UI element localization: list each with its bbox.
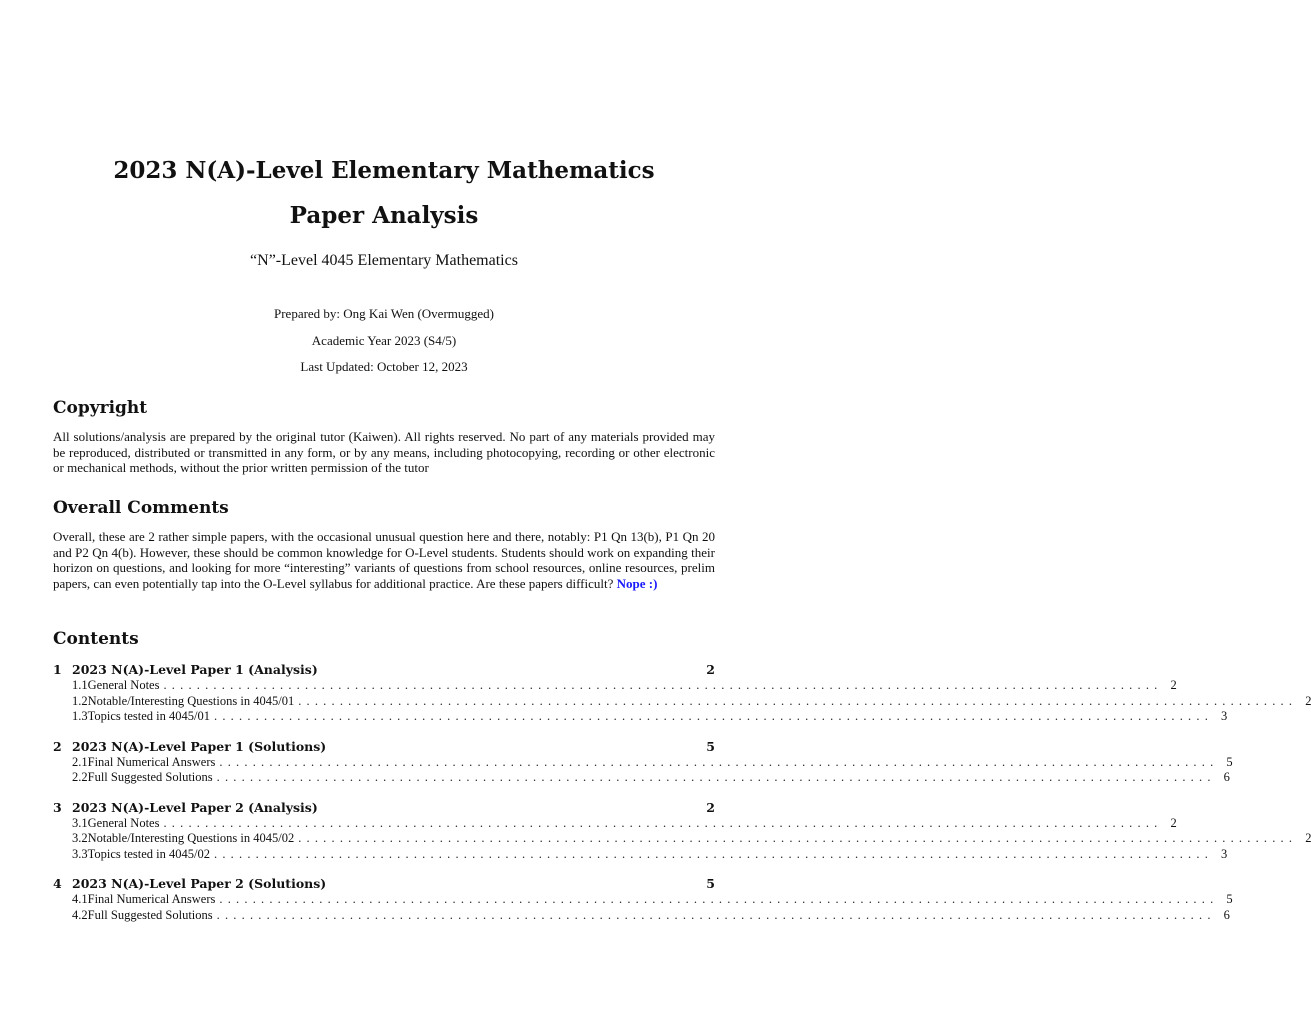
toc-subsection-page: 2 [1170, 815, 1177, 830]
toc-section-entry[interactable] [53, 799, 715, 816]
toc-subsection-page: 6 [1223, 770, 1230, 784]
toc-subsection-number: 4.2 [72, 907, 88, 922]
document-subtitle: “N”-Level 4045 Elementary Mathematics [250, 252, 518, 269]
toc-subsection-entry[interactable] [53, 815, 1177, 832]
toc-subsection-entry[interactable] [53, 754, 1233, 771]
toc-leader-dots: ........................................................................................................................ [163, 815, 1163, 830]
toc-subsection-label: Full Suggested Solutions [87, 770, 213, 784]
toc-subsection-label: Notable/Interesting Questions in 4045/02 [87, 831, 295, 845]
toc-section-entry[interactable] [53, 875, 715, 892]
toc-subsection-label: Final Numerical Answers [87, 892, 216, 906]
toc-subsection-entry[interactable] [53, 846, 1228, 863]
toc-section-entry[interactable] [53, 661, 715, 678]
toc-subsection-page: 2 [1305, 693, 1311, 708]
toc-section-label: 2023 N(A)-Level Paper 2 (Solutions) [72, 876, 327, 891]
last-updated: Last Updated: October 12, 2023 [300, 359, 468, 374]
toc-leader-dots: ........................................................................................................................ [214, 846, 1214, 861]
prepared-by: Prepared by: Ong Kai Wen (Overmugged) [273, 306, 494, 321]
toc-subsection-entry[interactable] [53, 693, 1311, 710]
toc-section-group [53, 738, 1233, 786]
toc-subsection-entry[interactable] [53, 892, 1233, 908]
toc-subsection-number: 2.2 [72, 770, 88, 784]
toc-section-label: 2023 N(A)-Level Paper 1 (Analysis) [72, 662, 318, 677]
toc-subsection-entry[interactable] [53, 831, 1311, 847]
toc-subsection-number: 1.1 [72, 678, 88, 692]
toc-subsection-page: 5 [1226, 892, 1233, 906]
toc-leader-dots: ........................................................................................................................ [298, 831, 1298, 845]
toc-section-number: 3 [53, 799, 62, 815]
toc-section-entry[interactable] [53, 738, 715, 755]
toc-section-page: 5 [706, 876, 715, 891]
toc-subsection-page: 2 [1170, 678, 1177, 692]
toc-subsection-entry[interactable] [53, 709, 1228, 725]
toc-section-group [53, 661, 1311, 725]
toc-section-number: 1 [53, 662, 62, 677]
toc-subsection-label: Full Suggested Solutions [87, 907, 213, 922]
toc-section-group [53, 875, 1233, 923]
toc-subsection-page: 3 [1221, 846, 1228, 861]
toc-leader-dots: ........................................................................................................................ [219, 754, 1219, 769]
toc-subsection-number: 2.1 [72, 754, 88, 769]
toc-section-group [53, 799, 1311, 863]
academic-year: Academic Year 2023 (S4/5) [311, 333, 457, 348]
overall-comments-text [53, 529, 715, 591]
toc-subsection-number: 4.1 [72, 892, 88, 906]
copyright-text: All solutions/analysis are prepared by the original tutor (Kaiwen). All rights reserved. No part of any materials provided may be reproduced, distributed or transmitted in any form, or by any means, including photocopying, recording or other electronic or mechanical methods, without the prior written permission of the tutor [53, 429, 715, 475]
toc-subsection-number: 1.2 [72, 693, 88, 708]
document-title-line2: Paper Analysis [289, 202, 479, 229]
document-title-line1: 2023 N(A)-Level Elementary Mathematics [113, 157, 655, 184]
toc-section-label: 2023 N(A)-Level Paper 1 (Solutions) [72, 738, 327, 754]
overall-comments-heading: Overall Comments [53, 498, 229, 518]
toc-subsection-number: 3.3 [72, 846, 88, 861]
toc-subsection-label: Topics tested in 4045/01 [87, 709, 211, 723]
toc-subsection-entry[interactable] [53, 678, 1177, 694]
toc-subsection-page: 3 [1221, 709, 1228, 723]
toc-subsection-entry[interactable] [53, 907, 1230, 924]
toc-subsection-page: 2 [1305, 831, 1311, 845]
toc-leader-dots: ........................................................................................................................ [214, 709, 1214, 723]
toc-section-page: 5 [706, 738, 715, 754]
toc-subsection-page: 6 [1223, 907, 1230, 922]
toc-leader-dots: ........................................................................................................................ [298, 693, 1298, 708]
toc-leader-dots: ........................................................................................................................ [216, 907, 1216, 922]
toc-section-page: 2 [706, 799, 715, 815]
toc-subsection-number: 3.1 [72, 815, 88, 830]
copyright-heading: Copyright [53, 398, 148, 418]
toc-subsection-number: 1.3 [72, 709, 88, 723]
toc-leader-dots: ........................................................................................................................ [163, 678, 1163, 692]
toc-subsection-label: Notable/Interesting Questions in 4045/01 [87, 693, 295, 708]
toc-section-number: 4 [53, 876, 62, 891]
overall-comments-body: Overall, these are 2 rather simple papers, with the occasional unusual question here and there, notably: P1 Qn 13(b), P1 Qn 20 and P2 Qn 4(b). However, these should be common knowledge for O-Level students. Students should work on expanding their horizon on questions, and looking for more “interesting” variants of questions from school resources, online resources, prelim papers, can even potentially tap into the O-Level syllabus for additional practice. Are these papers difficult? [53, 529, 715, 591]
toc-subsection-entry[interactable] [53, 770, 1230, 786]
contents-heading: Contents [53, 629, 139, 649]
toc-leader-dots: ........................................................................................................................ [216, 770, 1216, 784]
toc-subsection-number: 3.2 [72, 831, 88, 845]
toc-section-label: 2023 N(A)-Level Paper 2 (Analysis) [72, 799, 318, 815]
toc-section-page: 2 [706, 662, 715, 677]
nope-emphasis: Nope :) [616, 575, 658, 591]
toc-subsection-label: General Notes [87, 815, 160, 830]
toc-subsection-label: Final Numerical Answers [87, 754, 216, 769]
toc-subsection-page: 5 [1226, 754, 1233, 769]
toc-subsection-label: General Notes [87, 678, 160, 692]
toc-subsection-label: Topics tested in 4045/02 [87, 846, 211, 861]
table-of-contents [53, 661, 1311, 923]
toc-section-number: 2 [53, 738, 62, 754]
toc-leader-dots: ........................................................................................................................ [219, 892, 1219, 906]
